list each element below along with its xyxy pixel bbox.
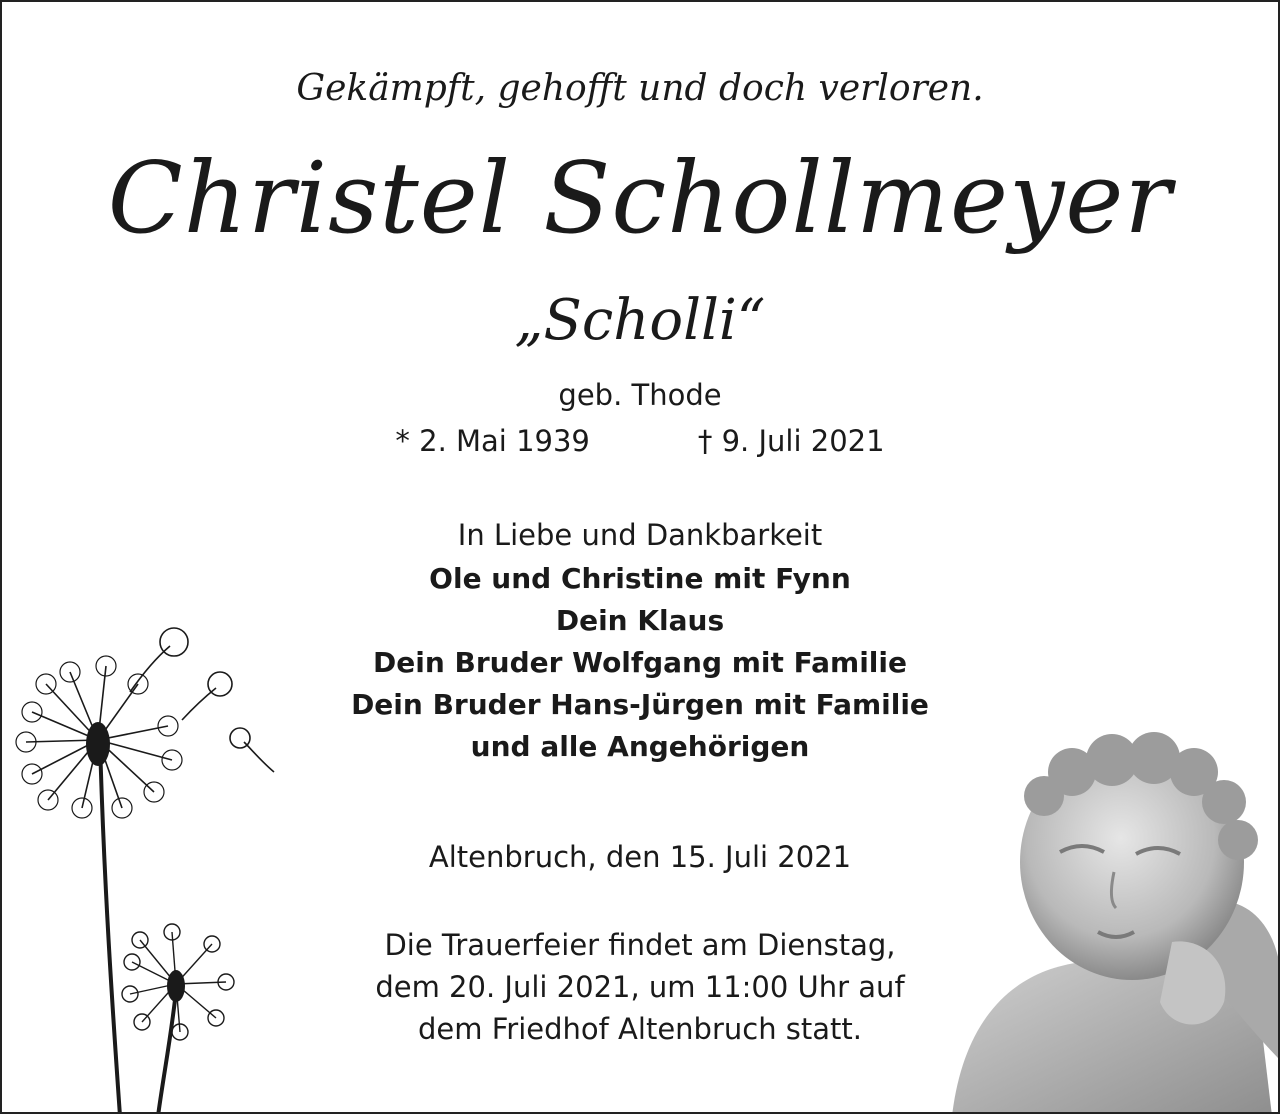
angel-statue-image: [932, 732, 1280, 1114]
service-info-line: Die Trauerfeier findet am Dienstag,: [384, 928, 896, 962]
mourner-line: Ole und Christine mit Fynn: [429, 562, 851, 595]
nickname: „Scholli“: [514, 288, 766, 353]
mourners-intro: In Liebe und Dankbarkeit: [457, 518, 823, 552]
mourner-line: Dein Bruder Wolfgang mit Familie: [373, 646, 907, 679]
mourner-line: Dein Bruder Hans-Jürgen mit Familie: [351, 688, 929, 721]
birth-date: * 2. Mai 1939: [395, 424, 590, 458]
deceased-name: Christel Schollmeyer: [107, 142, 1173, 256]
mourner-line: Dein Klaus: [555, 604, 725, 637]
dandelion-illustration: [12, 622, 292, 1114]
birth-name: geb. Thode: [558, 378, 722, 412]
mourner-line: und alle Angehörigen: [470, 730, 810, 763]
motto: Gekämpft, gehofft und doch verloren.: [296, 68, 984, 109]
life-dates: [2, 424, 1278, 458]
service-info-line: dem 20. Juli 2021, um 11:00 Uhr auf: [375, 970, 905, 1004]
place-date: Altenbruch, den 15. Juli 2021: [428, 840, 852, 874]
death-date: † 9. Juli 2021: [697, 424, 885, 458]
service-info-line: dem Friedhof Altenbruch statt.: [417, 1012, 863, 1046]
